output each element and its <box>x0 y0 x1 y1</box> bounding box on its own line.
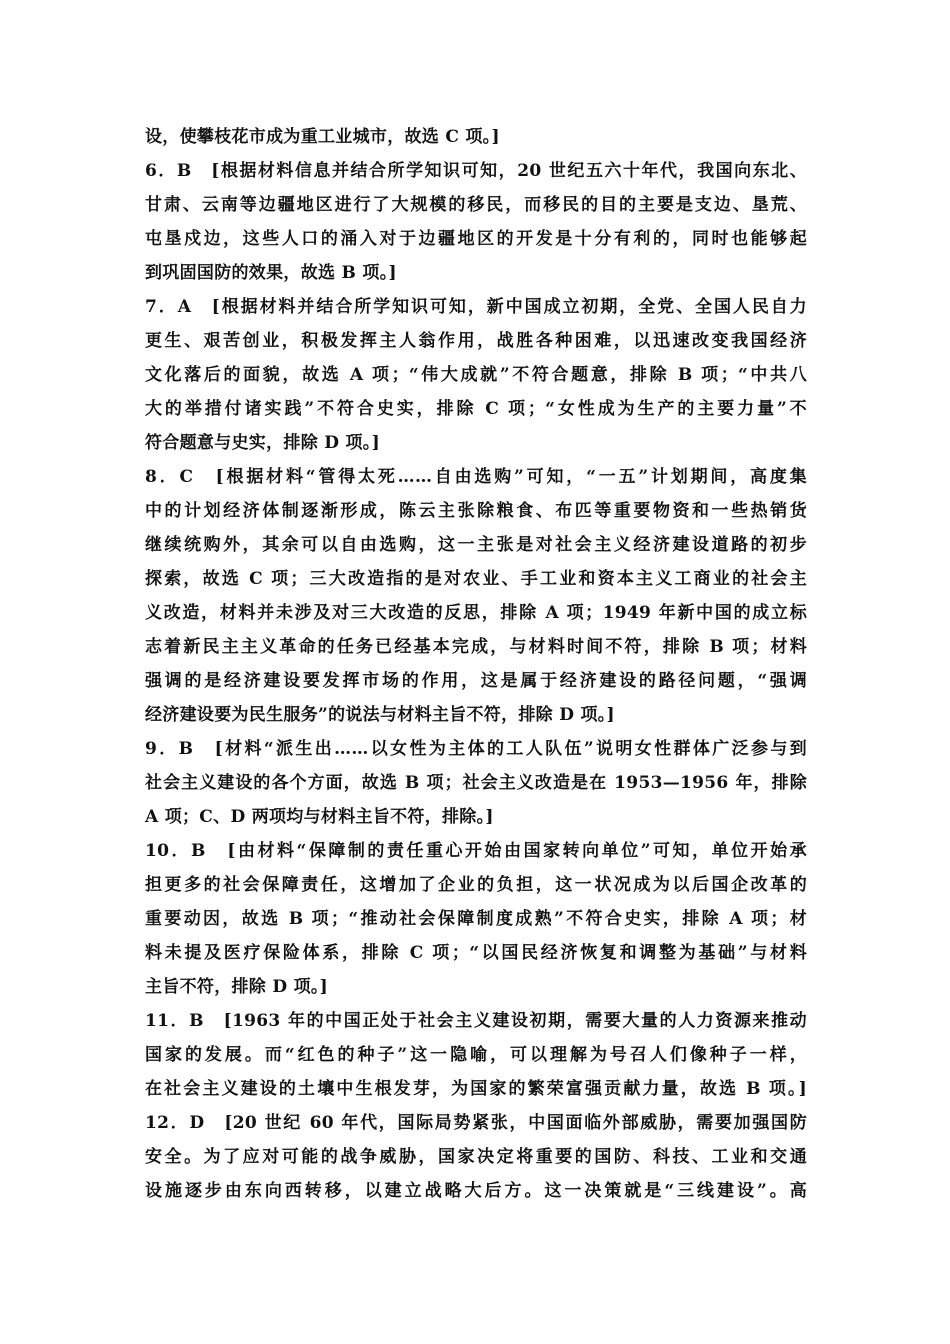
text-line: 6．B [根据材料信息并结合所学知识可知，20 世纪五六十年代，我国向东北、 <box>145 161 807 181</box>
text-line: 在社会主义建设的土壤中生根发芽，为国家的繁荣富强贡献力量，故选 B 项。] <box>145 1079 807 1099</box>
text-line: 文化落后的面貌，故选 A 项；“伟大成就”不符合题意，排除 B 项；“中共八 <box>145 365 807 385</box>
text-line: 屯垦戍边，这些人口的涌入对于边疆地区的开发是十分有利的，同时也能够起 <box>145 229 807 249</box>
text-line: 中的计划经济体制逐渐形成，陈云主张除粮食、布匹等重要物资和一些热销货 <box>145 501 807 521</box>
text-line: 符合题意与史实，排除 D 项。] <box>145 433 380 453</box>
text-line: 经济建设要为民生服务”的说法与材料主旨不符，排除 D 项。] <box>145 705 615 725</box>
text-line: 义改造，材料并未涉及对三大改造的反思，排除 A 项；1949 年新中国的成立标 <box>145 603 807 623</box>
text-line: A 项；C、D 两项均与材料主旨不符，排除。] <box>145 807 494 827</box>
text-line: 7．A [根据材料并结合所学知识可知，新中国成立初期，全党、全国人民自力 <box>145 297 807 317</box>
text-line: 主旨不符，排除 D 项。] <box>145 977 329 997</box>
text-line: 9．B [材料“派生出……以女性为主体的工人队伍”说明女性群体广泛参与到 <box>145 739 807 759</box>
text-line: 设，使攀枝花市成为重工业城市，故选 C 项。] <box>145 127 500 147</box>
text-line: 国家的发展。而“红色的种子”这一隐喻，可以理解为号召人们像种子一样， <box>145 1045 807 1065</box>
text-line: 到巩固国防的效果，故选 B 项。] <box>145 263 397 283</box>
text-line: 12．D [20 世纪 60 年代，国际局势紧张，中国面临外部威胁，需要加强国防 <box>145 1113 807 1133</box>
text-line: 大的举措付诸实践”不符合史实，排除 C 项；“女性成为生产的主要力量”不 <box>145 399 807 419</box>
text-line: 志着新民主主义革命的任务已经基本完成，与材料时间不符，排除 B 项；材料 <box>145 637 807 657</box>
text-line: 重要动因，故选 B 项；“推动社会保障制度成熟”不符合史实，排除 A 项；材 <box>145 909 807 929</box>
text-line: 甘肃、云南等边疆地区进行了大规模的移民，而移民的目的主要是支边、垦荒、 <box>145 195 807 215</box>
text-line: 设施逐步由东向西转移，以建立战略大后方。这一决策就是“三线建设”。高 <box>145 1181 807 1201</box>
answer-explanations <box>145 120 807 1208</box>
text-line: 10．B [由材料“保障制的责任重心开始由国家转向单位”可知，单位开始承 <box>145 841 807 861</box>
text-line: 探索，故选 C 项；三大改造指的是对农业、手工业和资本主义工商业的社会主 <box>145 569 807 589</box>
text-line: 8．C [根据材料“管得太死……自由选购”可知，“一五”计划期间，高度集 <box>145 467 807 487</box>
text-line: 强调的是经济建设要发挥市场的作用，这是属于经济建设的路径问题，“强调 <box>145 671 807 691</box>
text-line: 担更多的社会保障责任，这增加了企业的负担，这一状况成为以后国企改革的 <box>145 875 807 895</box>
text-line: 料未提及医疗保险体系，排除 C 项；“以国民经济恢复和调整为基础”与材料 <box>145 943 807 963</box>
text-line: 社会主义建设的各个方面，故选 B 项；社会主义改造是在 1953—1956 年，排除 <box>145 773 807 793</box>
text-line: 继续统购外，其余可以自由选购，这一主张是对社会主义经济建设道路的初步 <box>145 535 807 555</box>
text-line: 更生、艰苦创业，积极发挥主人翁作用，战胜各种困难，以迅速改变我国经济 <box>145 331 807 351</box>
text-line: 安全。为了应对可能的战争威胁，国家决定将重要的国防、科技、工业和交通 <box>145 1147 807 1167</box>
text-line: 11．B [1963 年的中国正处于社会主义建设初期，需要大量的人力资源来推动 <box>145 1011 807 1031</box>
